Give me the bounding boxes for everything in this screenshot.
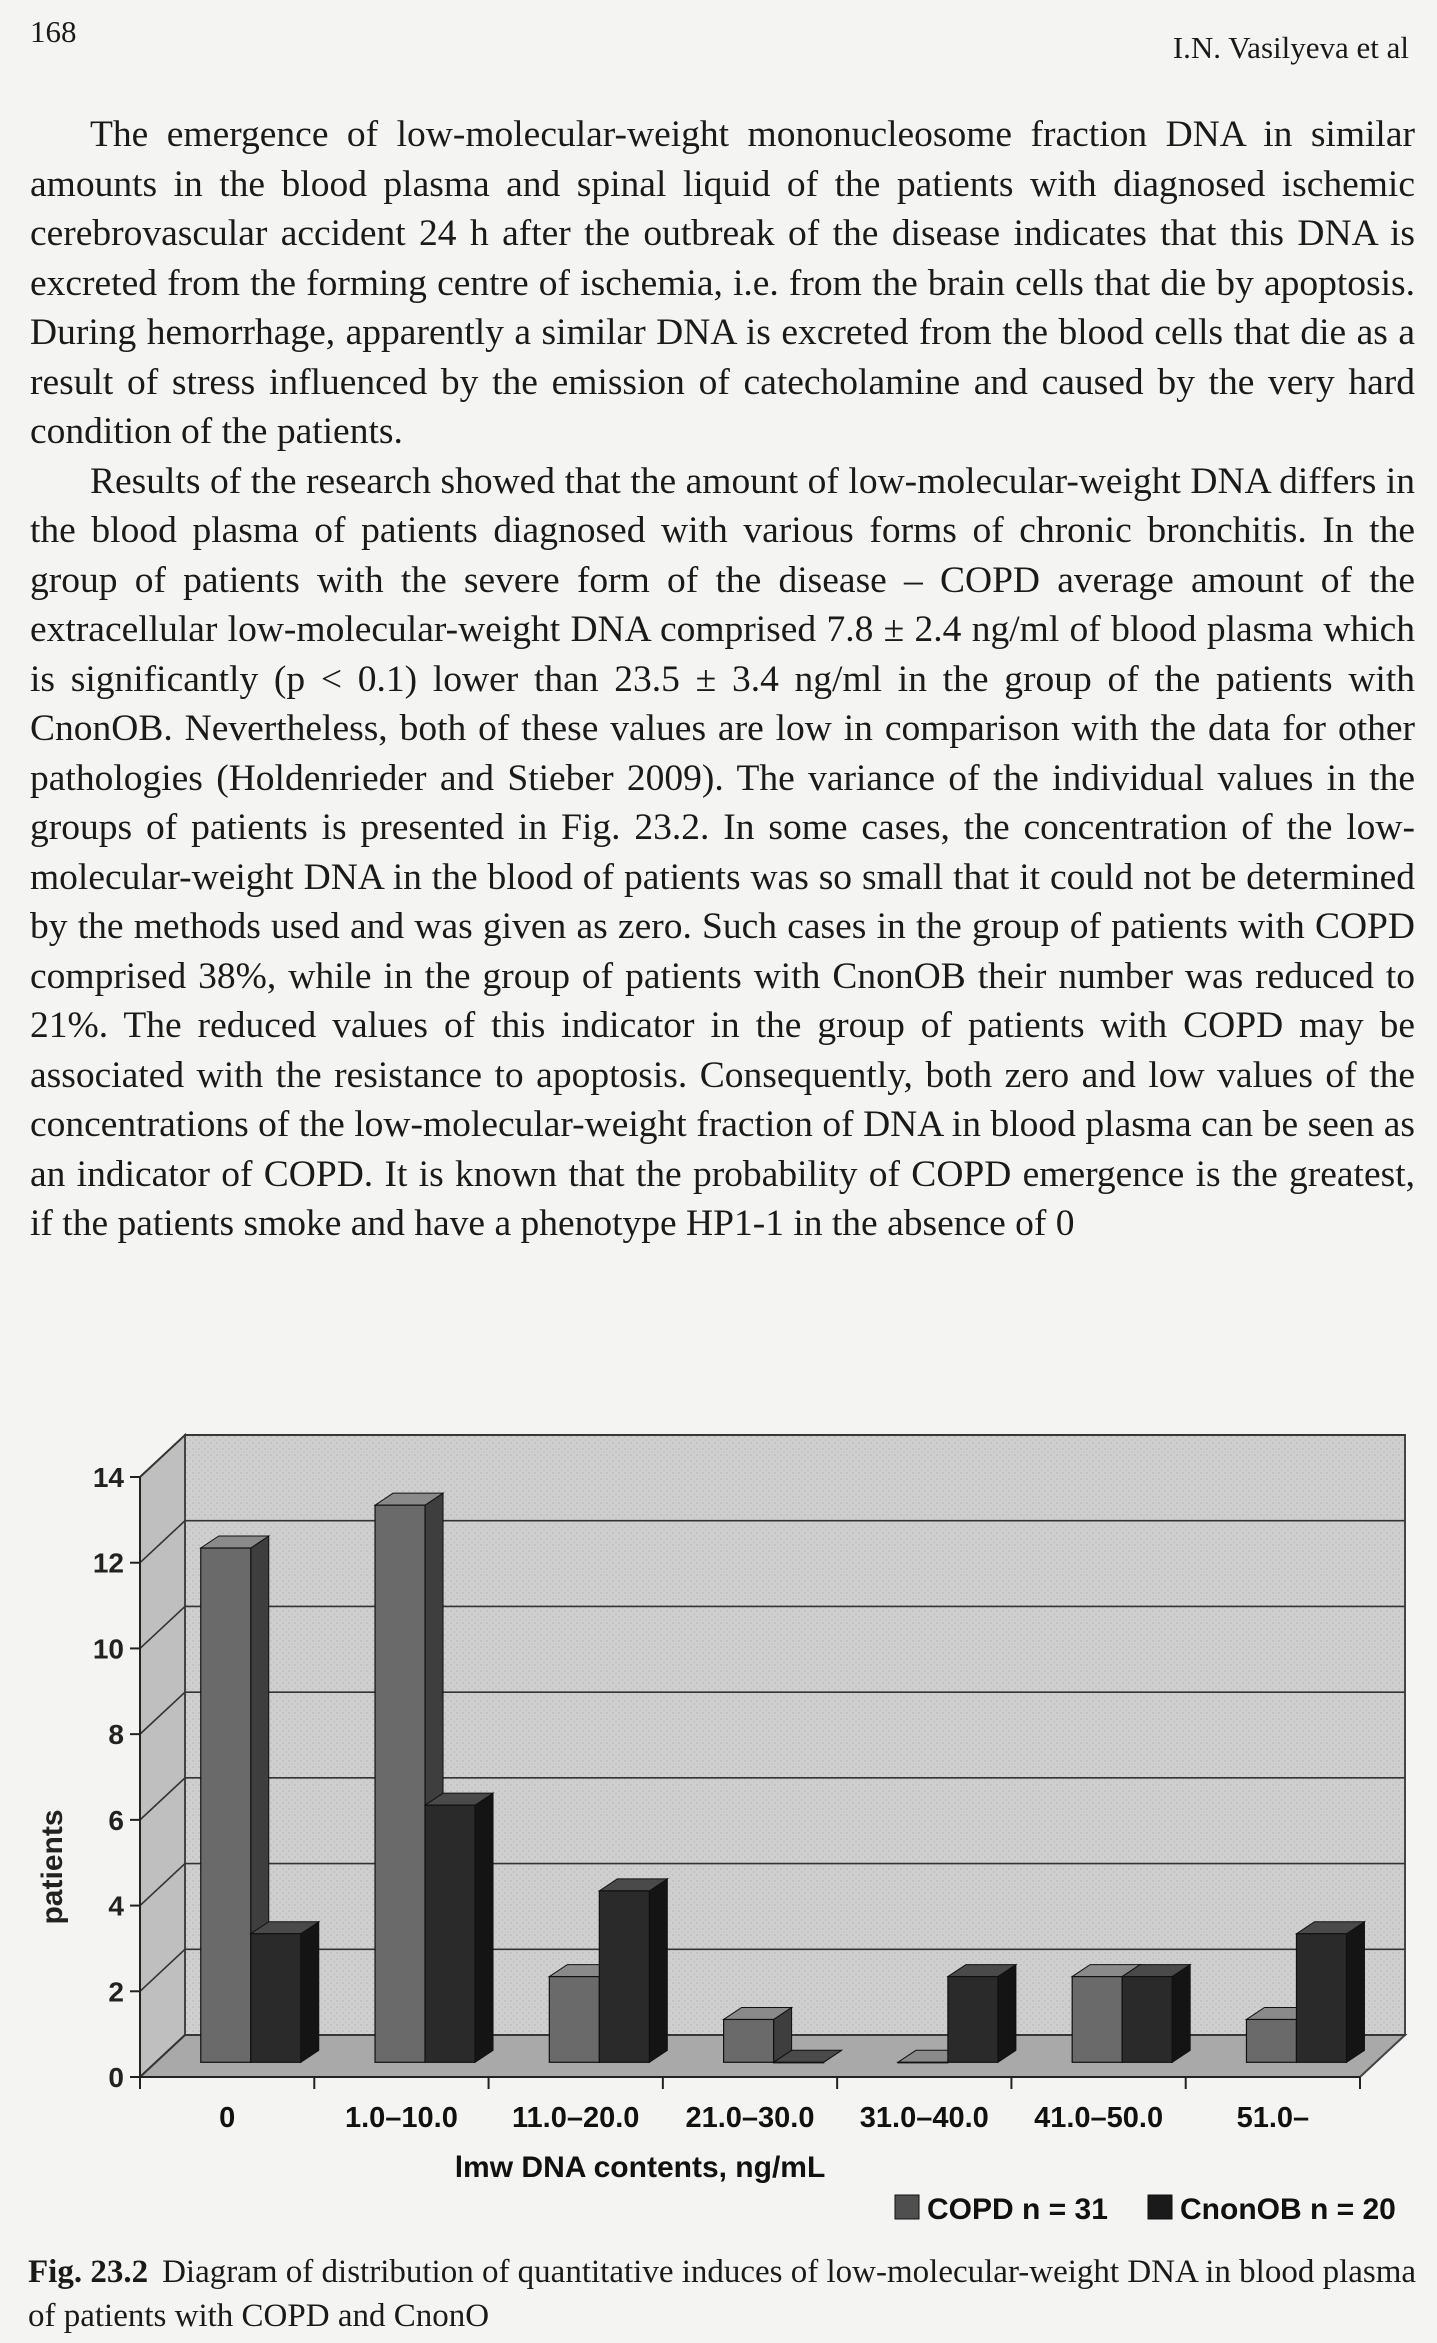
bar-side <box>475 1793 493 2062</box>
bar-side <box>998 1965 1016 2063</box>
bar <box>251 1922 319 2063</box>
paragraph-2: Results of the research showed that the amount of low-molecular-weight DNA differs in the blood plasma of patients diagnosed with various forms of chronic bronchitis. In the group of patients with the severe form of the disease – COPD average amount of the extracellular low-molecular-weight DNA comprised 7.8 ± 2.4 ng/ml of blood plasma which is significantly (p < 0.1) lower than 23.5 ± 3.4 ng/ml in the group of the patients with CnonOB. Nevertheless, both of these values are low in comparison with the data for other pathologies (Holdenrieder and Stieber 2009). The variance of the individual values in the groups of patients is presented in Fig. 23.2. In some cases, the concentration of the low-molecular-weight DNA in the blood of patients was so small that it could not be determined by the methods used and was given as zero. Such cases in the group of patients with COPD comprised 38%, while in the group of patients with CnonOB their number was reduced to 21%. The reduced values of this indicator in the group of patients with COPD may be associated with the resistance to apoptosis. Consequently, both zero and low values of the concentrations of the low-molecular-weight fraction of DNA in blood plasma can be seen as an indicator of COPD. It is known that the probability of COPD emergence is the greatest, if the patients smoke and have a phenotype HP1-1 in the absence of 0 <box>30 460 1415 1244</box>
legend-label: COPD n = 31 <box>927 2193 1108 2226</box>
bar-face <box>774 2062 824 2063</box>
bar-face <box>201 1548 251 2062</box>
paragraph-1: The emergence of low-molecular-weight mononucleosome fraction DNA in similar amounts in the blood plasma and spinal liquid of the patients with diagnosed ischemic cerebrovascular accident 24 h after the outbreak of the disease indicates that this DNA is excreted from the forming centre of ischemia, i.e. from the brain cells that die by apoptosis. During hemorrhage, apparently a similar DNA is excreted from the blood cells that die as a result of stress influenced by the emission of catecholamine and caused by the very hard condition of the patients. <box>30 114 1415 452</box>
caption-text: Diagram of distribution of quantitative induces of low-molecular-weight DNA in blood plasma of patients with COPD and CnonO <box>28 2254 1417 2334</box>
y-tick-label: 12 <box>92 1547 124 1579</box>
bar-face <box>425 1805 475 2062</box>
bar-face <box>898 2062 948 2063</box>
chart-back-wall <box>185 1435 1405 2035</box>
bar-side <box>301 1922 319 2063</box>
legend-swatch <box>895 2195 919 2219</box>
bar-face <box>251 1934 301 2063</box>
y-tick-label: 2 <box>108 1976 124 2008</box>
x-tick-label: 41.0–50.0 <box>1034 2102 1164 2134</box>
bar-face <box>724 2019 774 2062</box>
x-tick-label: 21.0–30.0 <box>685 2102 815 2134</box>
bar <box>1296 1922 1364 2063</box>
bar-side <box>1346 1922 1364 2063</box>
bar <box>425 1793 493 2062</box>
bar-side <box>1172 1965 1190 2063</box>
x-tick-label: 31.0–40.0 <box>859 2102 989 2134</box>
body-text <box>30 110 1415 1249</box>
x-tick-label: 1.0–10.0 <box>344 2102 458 2134</box>
x-axis-title: lmw DNA contents, ng/mL <box>454 2151 826 2184</box>
page-number: 168 <box>30 14 77 49</box>
bar <box>948 1965 1016 2063</box>
legend-swatch <box>1148 2195 1172 2219</box>
caption-label: Fig. 23.2 <box>28 2254 149 2290</box>
bar-face <box>1296 1934 1346 2063</box>
bar-side <box>649 1879 667 2062</box>
x-tick-label: 51.0– <box>1236 2102 1310 2134</box>
figure-caption <box>28 2250 1418 2340</box>
y-tick-label: 4 <box>108 1890 124 1922</box>
bar <box>724 2007 792 2062</box>
bar-face <box>948 1977 998 2063</box>
x-tick-label: 0 <box>219 2102 236 2134</box>
chart-side-wall <box>140 1435 185 2077</box>
bar-face <box>1246 2019 1296 2062</box>
running-head: I.N. Vasilyeva et al <box>1172 30 1409 65</box>
bar <box>1122 1965 1190 2063</box>
bar-face <box>1072 1977 1122 2063</box>
legend-label: CnonOB n = 20 <box>1180 2193 1396 2226</box>
y-axis-title: patients <box>36 1809 69 1925</box>
y-tick-label: 8 <box>108 1719 124 1751</box>
bar-face <box>549 1977 599 2063</box>
y-tick-label: 14 <box>92 1462 124 1493</box>
bar <box>599 1879 667 2062</box>
bar-face <box>599 1891 649 2062</box>
y-tick-label: 6 <box>108 1804 124 1836</box>
x-tick-label: 11.0–20.0 <box>512 2102 640 2134</box>
y-tick-label: 10 <box>92 1633 124 1665</box>
bar-chart <box>0 1400 1437 2226</box>
bar-face <box>375 1505 425 2062</box>
y-tick-label: 0 <box>108 2062 124 2093</box>
figure-23-2 <box>0 1400 1437 2226</box>
bar-face <box>1122 1977 1172 2063</box>
